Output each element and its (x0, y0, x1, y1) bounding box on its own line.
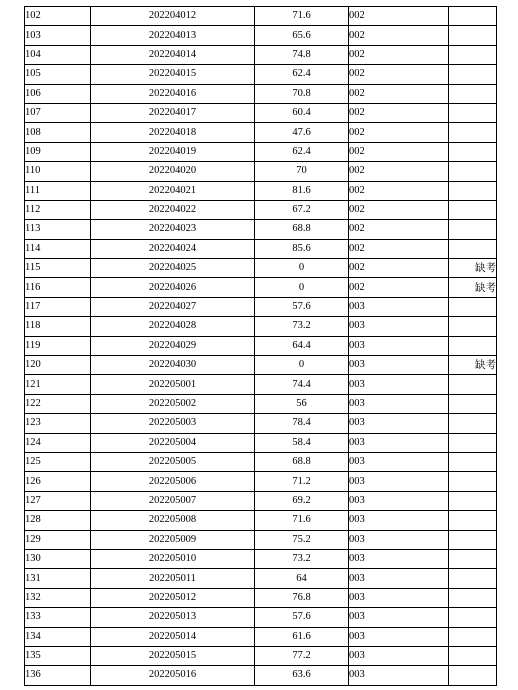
cell-score: 71.6 (255, 7, 349, 26)
cell-exam-number: 202204017 (91, 103, 255, 122)
cell-score: 73.2 (255, 549, 349, 568)
cell-post-code: 002 (349, 45, 449, 64)
cell-score: 62.4 (255, 65, 349, 84)
cell-seq: 117 (25, 297, 91, 316)
table-row (25, 181, 497, 200)
table-row (25, 472, 497, 491)
cell-exam-number: 202205001 (91, 375, 255, 394)
cell-remark (449, 239, 497, 258)
cell-remark (449, 123, 497, 142)
cell-seq: 102 (25, 7, 91, 26)
cell-exam-number: 202204030 (91, 356, 255, 375)
cell-seq: 134 (25, 627, 91, 646)
cell-exam-number: 202205005 (91, 452, 255, 471)
cell-post-code: 003 (349, 394, 449, 413)
table-row (25, 297, 497, 316)
cell-score: 64 (255, 569, 349, 588)
cell-remark (449, 375, 497, 394)
cell-score: 64.4 (255, 336, 349, 355)
cell-score: 0 (255, 259, 349, 278)
cell-post-code: 003 (349, 569, 449, 588)
cell-remark (449, 588, 497, 607)
cell-remark (449, 103, 497, 122)
cell-post-code: 003 (349, 549, 449, 568)
table-row (25, 123, 497, 142)
cell-seq: 114 (25, 239, 91, 258)
cell-score: 65.6 (255, 26, 349, 45)
cell-exam-number: 202205002 (91, 394, 255, 413)
cell-post-code: 002 (349, 220, 449, 239)
cell-seq: 105 (25, 65, 91, 84)
cell-remark (449, 65, 497, 84)
cell-exam-number: 202204019 (91, 142, 255, 161)
cell-remark (449, 297, 497, 316)
cell-remark: 缺考 (449, 278, 497, 297)
cell-score: 74.8 (255, 45, 349, 64)
cell-score: 70 (255, 162, 349, 181)
cell-remark (449, 45, 497, 64)
cell-score: 73.2 (255, 317, 349, 336)
table-row (25, 569, 497, 588)
table-row (25, 452, 497, 471)
score-table (24, 6, 497, 686)
cell-post-code: 003 (349, 511, 449, 530)
table-row (25, 530, 497, 549)
cell-seq: 136 (25, 666, 91, 685)
cell-seq: 113 (25, 220, 91, 239)
cell-post-code: 002 (349, 84, 449, 103)
cell-score: 71.6 (255, 511, 349, 530)
cell-remark (449, 181, 497, 200)
cell-score: 60.4 (255, 103, 349, 122)
table-row (25, 356, 497, 375)
cell-score: 78.4 (255, 414, 349, 433)
cell-seq: 126 (25, 472, 91, 491)
cell-score: 85.6 (255, 239, 349, 258)
cell-seq: 116 (25, 278, 91, 297)
table-row (25, 627, 497, 646)
cell-post-code: 002 (349, 26, 449, 45)
cell-remark (449, 530, 497, 549)
cell-score: 76.8 (255, 588, 349, 607)
cell-seq: 107 (25, 103, 91, 122)
cell-seq: 135 (25, 646, 91, 665)
cell-seq: 132 (25, 588, 91, 607)
cell-score: 0 (255, 356, 349, 375)
cell-seq: 120 (25, 356, 91, 375)
cell-remark (449, 627, 497, 646)
cell-exam-number: 202205007 (91, 491, 255, 510)
cell-seq: 124 (25, 433, 91, 452)
cell-exam-number: 202205016 (91, 666, 255, 685)
cell-seq: 131 (25, 569, 91, 588)
cell-remark (449, 142, 497, 161)
cell-exam-number: 202205009 (91, 530, 255, 549)
cell-score: 0 (255, 278, 349, 297)
cell-exam-number: 202205012 (91, 588, 255, 607)
cell-post-code: 003 (349, 414, 449, 433)
cell-remark (449, 646, 497, 665)
cell-remark (449, 7, 497, 26)
cell-score: 56 (255, 394, 349, 413)
cell-seq: 109 (25, 142, 91, 161)
cell-exam-number: 202205014 (91, 627, 255, 646)
cell-seq: 121 (25, 375, 91, 394)
cell-post-code: 003 (349, 646, 449, 665)
cell-seq: 130 (25, 549, 91, 568)
table-row (25, 394, 497, 413)
cell-exam-number: 202205010 (91, 549, 255, 568)
cell-seq: 122 (25, 394, 91, 413)
cell-score: 70.8 (255, 84, 349, 103)
table-row (25, 84, 497, 103)
cell-post-code: 003 (349, 666, 449, 685)
cell-post-code: 003 (349, 530, 449, 549)
cell-score: 57.6 (255, 297, 349, 316)
cell-remark (449, 162, 497, 181)
cell-post-code: 003 (349, 472, 449, 491)
cell-post-code: 002 (349, 162, 449, 181)
table-row (25, 278, 497, 297)
cell-post-code: 003 (349, 375, 449, 394)
cell-post-code: 003 (349, 336, 449, 355)
cell-exam-number: 202205013 (91, 608, 255, 627)
cell-remark (449, 414, 497, 433)
cell-post-code: 002 (349, 181, 449, 200)
score-table-page (24, 6, 496, 686)
cell-remark (449, 569, 497, 588)
table-row (25, 375, 497, 394)
table-row (25, 26, 497, 45)
cell-remark (449, 317, 497, 336)
cell-score: 61.6 (255, 627, 349, 646)
cell-remark (449, 472, 497, 491)
cell-seq: 118 (25, 317, 91, 336)
cell-remark (449, 491, 497, 510)
cell-exam-number: 202204016 (91, 84, 255, 103)
cell-seq: 119 (25, 336, 91, 355)
cell-seq: 110 (25, 162, 91, 181)
cell-seq: 125 (25, 452, 91, 471)
cell-exam-number: 202204014 (91, 45, 255, 64)
cell-score: 62.4 (255, 142, 349, 161)
table-row (25, 646, 497, 665)
cell-post-code: 003 (349, 297, 449, 316)
cell-exam-number: 202204026 (91, 278, 255, 297)
cell-exam-number: 202204027 (91, 297, 255, 316)
table-row (25, 414, 497, 433)
cell-exam-number: 202205011 (91, 569, 255, 588)
cell-post-code: 003 (349, 627, 449, 646)
table-row (25, 162, 497, 181)
cell-post-code: 003 (349, 452, 449, 471)
cell-post-code: 002 (349, 239, 449, 258)
table-row (25, 65, 497, 84)
cell-exam-number: 202204018 (91, 123, 255, 142)
cell-exam-number: 202205004 (91, 433, 255, 452)
cell-score: 68.8 (255, 220, 349, 239)
cell-exam-number: 202204021 (91, 181, 255, 200)
cell-score: 58.4 (255, 433, 349, 452)
cell-score: 75.2 (255, 530, 349, 549)
cell-exam-number: 202204013 (91, 26, 255, 45)
table-row (25, 317, 497, 336)
cell-score: 47.6 (255, 123, 349, 142)
table-row (25, 142, 497, 161)
cell-exam-number: 202204012 (91, 7, 255, 26)
table-row (25, 433, 497, 452)
cell-seq: 111 (25, 181, 91, 200)
cell-post-code: 002 (349, 259, 449, 278)
cell-post-code: 002 (349, 278, 449, 297)
cell-remark: 缺考 (449, 259, 497, 278)
cell-post-code: 003 (349, 608, 449, 627)
cell-remark (449, 394, 497, 413)
cell-exam-number: 202204022 (91, 200, 255, 219)
cell-exam-number: 202204020 (91, 162, 255, 181)
cell-exam-number: 202204023 (91, 220, 255, 239)
cell-score: 74.4 (255, 375, 349, 394)
cell-post-code: 002 (349, 7, 449, 26)
cell-seq: 123 (25, 414, 91, 433)
cell-score: 71.2 (255, 472, 349, 491)
cell-exam-number: 202204028 (91, 317, 255, 336)
table-row (25, 45, 497, 64)
cell-post-code: 002 (349, 65, 449, 84)
cell-score: 67.2 (255, 200, 349, 219)
table-row (25, 239, 497, 258)
cell-post-code: 002 (349, 123, 449, 142)
table-row (25, 336, 497, 355)
cell-post-code: 003 (349, 433, 449, 452)
cell-remark (449, 608, 497, 627)
table-row (25, 666, 497, 685)
table-row (25, 103, 497, 122)
cell-post-code: 003 (349, 491, 449, 510)
cell-exam-number: 202205015 (91, 646, 255, 665)
cell-remark (449, 26, 497, 45)
table-row (25, 511, 497, 530)
table-row (25, 7, 497, 26)
cell-seq: 104 (25, 45, 91, 64)
cell-exam-number: 202204015 (91, 65, 255, 84)
cell-score: 63.6 (255, 666, 349, 685)
table-row (25, 549, 497, 568)
cell-remark (449, 511, 497, 530)
cell-remark (449, 433, 497, 452)
cell-exam-number: 202205003 (91, 414, 255, 433)
cell-exam-number: 202205006 (91, 472, 255, 491)
table-row (25, 259, 497, 278)
cell-exam-number: 202204029 (91, 336, 255, 355)
cell-seq: 108 (25, 123, 91, 142)
cell-seq: 127 (25, 491, 91, 510)
cell-post-code: 003 (349, 317, 449, 336)
cell-remark (449, 452, 497, 471)
cell-post-code: 002 (349, 103, 449, 122)
cell-exam-number: 202205008 (91, 511, 255, 530)
cell-score: 68.8 (255, 452, 349, 471)
cell-score: 77.2 (255, 646, 349, 665)
cell-score: 81.6 (255, 181, 349, 200)
cell-exam-number: 202204025 (91, 259, 255, 278)
table-row (25, 608, 497, 627)
cell-remark (449, 220, 497, 239)
cell-remark (449, 666, 497, 685)
cell-seq: 133 (25, 608, 91, 627)
cell-score: 57.6 (255, 608, 349, 627)
cell-remark (449, 84, 497, 103)
cell-seq: 103 (25, 26, 91, 45)
cell-remark (449, 549, 497, 568)
cell-remark (449, 200, 497, 219)
cell-exam-number: 202204024 (91, 239, 255, 258)
cell-post-code: 002 (349, 142, 449, 161)
table-row (25, 588, 497, 607)
cell-seq: 129 (25, 530, 91, 549)
cell-seq: 106 (25, 84, 91, 103)
table-row (25, 491, 497, 510)
cell-score: 69.2 (255, 491, 349, 510)
cell-post-code: 003 (349, 356, 449, 375)
score-table-body (25, 7, 497, 686)
table-row (25, 220, 497, 239)
cell-seq: 128 (25, 511, 91, 530)
cell-remark: 缺考 (449, 356, 497, 375)
table-row (25, 200, 497, 219)
cell-post-code: 002 (349, 200, 449, 219)
cell-seq: 112 (25, 200, 91, 219)
cell-remark (449, 336, 497, 355)
cell-post-code: 003 (349, 588, 449, 607)
cell-seq: 115 (25, 259, 91, 278)
